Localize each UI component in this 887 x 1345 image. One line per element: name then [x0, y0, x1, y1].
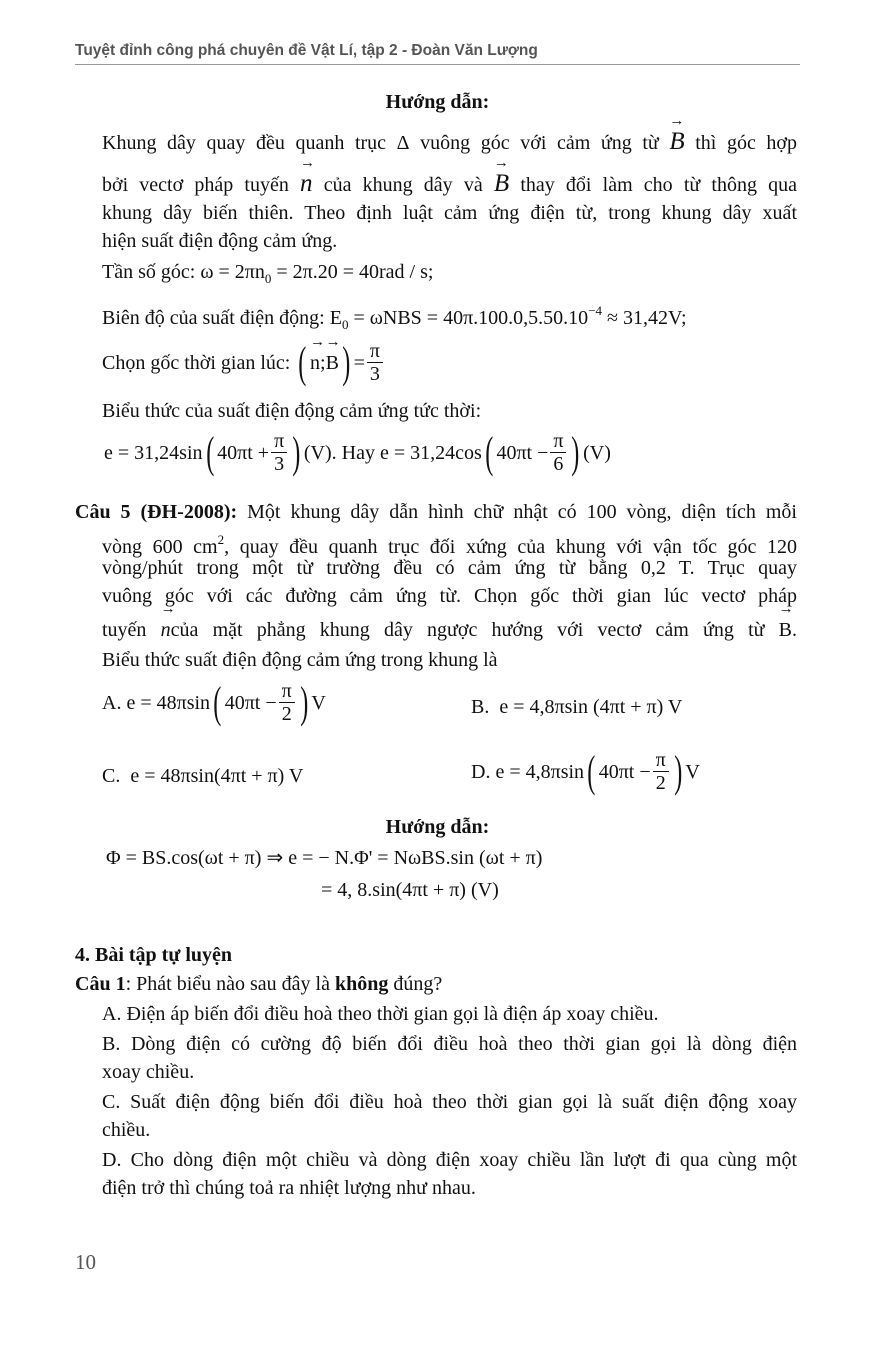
guide-heading-2: Hướng dẫn:: [385, 816, 490, 838]
exercise-q1-option-d-cont: điện trở thì chúng toả ra nhiệt lượng như nhau.: [102, 1177, 476, 1199]
q5-option-d: D. e = 4,8πsin ( 40πt − $\frac{\pi}{2}$ ) V: [471, 746, 700, 796]
q5-option-b: B. e = 4,8πsin (4πt + π) V: [471, 696, 683, 718]
page-number: 10: [75, 1250, 96, 1274]
q5-option-a: A. e = 48πsin ( 40πt − $\frac{\pi}{2}$ ) V: [102, 677, 326, 727]
exercise-q1-option-c: C. Suất điện động biến đổi điều hoà theo thời gian gọi là suất điện động xoay: [102, 1091, 797, 1113]
q5-line-5: tuyến → ncủa mặt phẳng khung dây ngược hướng với vectơ cảm ứng từ → B.: [102, 616, 797, 644]
vector-n: → n: [300, 170, 313, 198]
guide1-line-1: Khung dây quay đều quanh trục Δ vuông góc với cảm ứng từ → B thì góc hợp: [102, 128, 797, 157]
vector-b: → B: [494, 170, 509, 198]
vector-b: → B: [669, 128, 684, 156]
q5-line-4: vuông góc với các đường cảm ứng từ. Chọn gốc thời gian lúc vectơ pháp: [102, 585, 797, 607]
section-heading: 4. Bài tập tự luyện: [75, 944, 233, 966]
vector-n: → n: [310, 349, 320, 377]
vector-b: → B: [779, 616, 792, 644]
exercise-q1-option-b-cont: xoay chiều.: [102, 1061, 195, 1083]
q5-line-2: vòng 600 $cm^2$, quay đều quanh trục đối xứng của khung với vận tốc góc 120: [102, 532, 797, 558]
angular-frequency: Tần số góc: $\omega = 2\pi n_0 = 2\pi.20 = 40rad / s$;: [102, 261, 434, 286]
guide2-equation-2: = 4, 8.sin(4πt + π) (V): [321, 879, 499, 901]
guide1-line-4: hiện suất điện động cảm ứng.: [102, 230, 338, 252]
guide2-equation-1: Φ = BS.cos(ωt + π) ⇒ e = − N.Φ' = NωBS.sin (ωt + π): [106, 847, 543, 869]
exercise-q1: Câu 1: Phát biểu nào sau đây là không đúng?: [75, 973, 443, 995]
header-rule: [75, 64, 800, 65]
guide1-line-3: khung dây biến thiên. Theo định luật cảm ứng điện từ, trong khung dây xuất: [102, 202, 797, 224]
exercise-q1-option-b: B. Dòng điện có cường độ biến đổi điều hoà theo thời gian gọi là dòng điện: [102, 1033, 797, 1055]
emf-amplitude: Biên độ của suất điện động: $E_0 = \omega NBS = 40\pi.100.0,5.50.10^{-4} \approx 31,42V$;: [102, 303, 687, 332]
instant-emf-expression: e = 31,24sin ( 40πt + $\frac{\pi}{3}$ ) (V). Hay e = 31,24cos ( 40πt − $\frac{\pi}{6}$ ) (V): [104, 427, 611, 477]
q5-option-c: C. e = 48πsin(4πt + π) V: [102, 765, 304, 787]
fraction-pi-3: $\frac{\pi}{3}$: [367, 340, 383, 385]
exercise-q1-option-d: D. Cho dòng điện một chiều và dòng điện xoay chiều lần lượt đi qua cùng một: [102, 1149, 797, 1171]
instant-emf-label: Biểu thức của suất điện động cảm ứng tức thời:: [102, 400, 482, 422]
q5-line-1: Câu 5 (ĐH-2008): Một khung dây dẫn hình chữ nhật có 100 vòng, diện tích mỗi: [75, 501, 797, 523]
exercise-q1-option-a: A. Điện áp biến đổi điều hoà theo thời gian gọi là điện áp xoay chiều.: [102, 1003, 659, 1025]
vector-b: → B: [326, 349, 339, 377]
guide-heading-1: Hướng dẫn:: [385, 91, 490, 113]
time-origin: Chọn gốc thời gian lúc: ( → n ; → B ) = $\frac{\pi}{3}$: [102, 340, 385, 385]
vector-n: → n: [161, 616, 171, 644]
guide1-line-2: bởi vectơ pháp tuyến → n của khung dây và → B thay đổi làm cho từ thông qua: [102, 170, 797, 199]
q5-line-6: Biểu thức suất điện động cảm ứng trong khung là: [102, 649, 498, 671]
q5-line-3: vòng/phút trong một từ trường đều có cảm ứng từ bằng 0,2 T. Trục quay: [102, 557, 797, 579]
exercise-q1-option-c-cont: chiều.: [102, 1119, 151, 1141]
running-header: Tuyệt đỉnh công phá chuyên đề Vật Lí, tập 2 - Đoàn Văn Lượng: [75, 42, 538, 59]
